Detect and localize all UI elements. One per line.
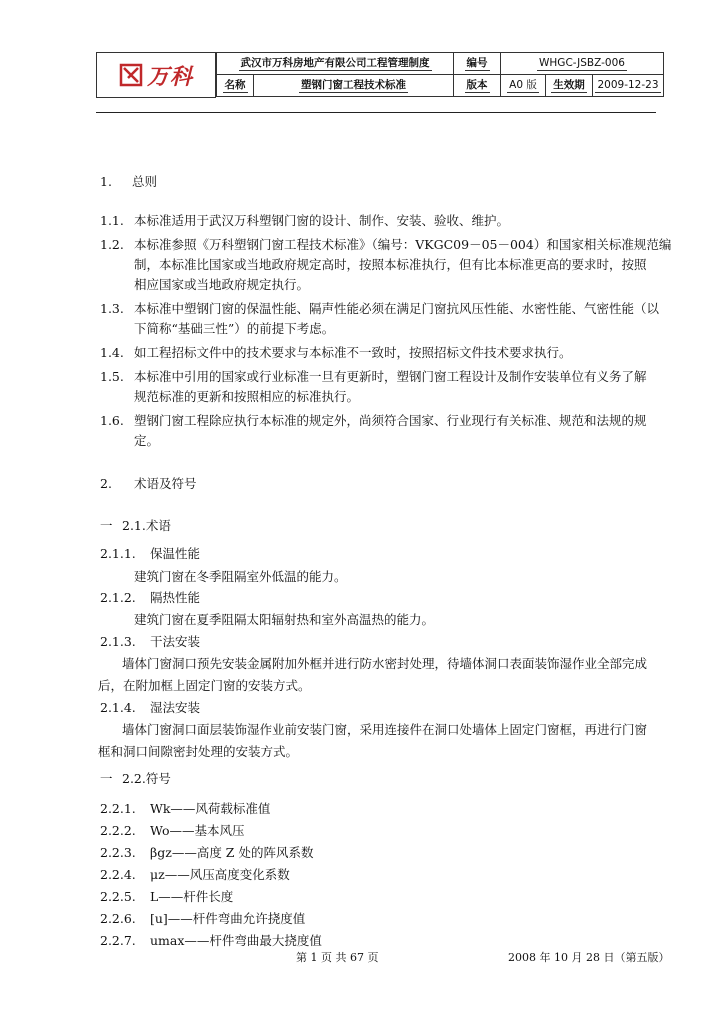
symbol-number: 2.2.1. (100, 801, 136, 816)
subsection-2-1-dash: 一 (100, 518, 113, 533)
clause-1-2-line2: 制，本标准比国家或当地政府规定高时，按照本标准执行，但有比本标准更高的要求时，按照 (134, 257, 647, 272)
term-2-1-2-number: 2.1.2. (100, 590, 136, 605)
clause-1-3-line1: 本标准中塑钢门窗的保温性能、隔声性能必须在满足门窗抗风压性能、水密性能、气密性能（以 (134, 301, 660, 316)
subsection-2-1-title: 2.1.术语 (122, 518, 171, 533)
effective-label: 生效期 (553, 78, 585, 91)
clause-1-1-number: 1.1. (100, 213, 124, 228)
clause-1-3-number: 1.3. (100, 301, 124, 316)
clause-1-2-line3: 相应国家或当地政府规定执行。 (134, 277, 310, 292)
symbol-number: 2.2.5. (100, 889, 136, 904)
term-2-1-1-title: 保温性能 (150, 546, 201, 561)
term-2-1-3-title: 干法安装 (150, 634, 201, 649)
subsection-2-2-title: 2.2.符号 (122, 771, 171, 786)
clause-1-2-line1: 本标准参照《万科塑钢门窗工程技术标准》（编号：VKGC09－05－004）和国家相关标准规范编 (134, 237, 672, 252)
term-2-1-3-number: 2.1.3. (100, 634, 136, 649)
edition-date: 2008 年 10 月 28 日（第五版） (508, 951, 670, 964)
symbol-number: 2.2.3. (100, 845, 136, 860)
subsection-2-2-dash: 一 (100, 771, 113, 786)
term-2-1-4-number: 2.1.4. (100, 700, 136, 715)
header-rule (96, 112, 656, 113)
symbol-number: 2.2.2. (100, 823, 136, 838)
clause-1-5-number: 1.5. (100, 369, 124, 384)
symbol-text: umax——杆件弯曲最大挠度值 (150, 933, 322, 948)
clause-1-6-line1: 塑钢门窗工程除应执行本标准的规定外，尚须符合国家、行业现行有关标准、规范和法规的规 (134, 413, 647, 428)
term-2-1-1-number: 2.1.1. (100, 546, 136, 561)
term-2-1-2-title: 隔热性能 (150, 590, 201, 605)
section-1-number: 1. (100, 174, 112, 189)
clause-1-6-number: 1.6. (100, 413, 124, 428)
section-1-title: 总则 (132, 174, 158, 189)
term-2-1-3-line2: 后，在附加框上固定门窗的安装方式。 (98, 678, 311, 693)
symbol-text: μz——风压高度变化系数 (150, 867, 290, 882)
symbol-text: [u]——杆件弯曲允许挠度值 (150, 911, 306, 926)
symbol-number: 2.2.7. (100, 933, 136, 948)
number-label: 编号 (466, 56, 488, 69)
term-2-1-3-line1: 墙体门窗洞口预先安装金属附加外框并进行防水密封处理，待墙体洞口表面装饰湿作业全部完成 (122, 656, 648, 671)
header-table (216, 52, 664, 97)
vanke-logo-icon (119, 63, 143, 87)
term-2-1-4-line2: 框和洞口间隙密封处理的安装方式。 (98, 744, 299, 759)
term-2-1-2-desc: 建筑门窗在夏季阻隔太阳辐射热和室外高温热的能力。 (134, 612, 435, 627)
clause-1-5-line2: 规范标准的更新和按照相应的标准执行。 (134, 389, 360, 404)
clause-1-4-text: 如工程招标文件中的技术要求与本标准不一致时，按照招标文件技术要求执行。 (134, 345, 572, 360)
symbol-number: 2.2.4. (100, 867, 136, 882)
version-value: A0 版 (509, 78, 537, 91)
term-2-1-1-desc: 建筑门窗在冬季阻隔室外低温的能力。 (134, 569, 347, 584)
term-2-1-4-title: 湿法安装 (150, 700, 201, 715)
symbol-text: L——杆件长度 (150, 889, 234, 904)
number-value: WHGC-JSBZ-006 (539, 56, 625, 69)
symbol-text: βgz——高度 Z 处的阵风系数 (150, 845, 314, 860)
clause-1-6-line2: 定。 (134, 433, 160, 448)
term-2-1-4-line1: 墙体门窗洞口面层装饰湿作业前安装门窗，采用连接件在洞口处墙体上固定门窗框，再进行门窗 (122, 722, 648, 737)
symbol-text: Wk——风荷载标准值 (150, 801, 271, 816)
logo-text: 万科 (146, 64, 193, 90)
symbol-number: 2.2.6. (100, 911, 136, 926)
clause-1-4-number: 1.4. (100, 345, 124, 360)
clause-1-3-line2: 下简称“基础三性”）的前提下考虑。 (134, 321, 335, 336)
clause-1-1-text: 本标准适用于武汉万科塑钢门窗的设计、制作、安装、验收、维护。 (134, 213, 510, 228)
section-2-title: 术语及符号 (134, 476, 197, 491)
effective-value: 2009-12-23 (597, 78, 659, 91)
company-logo (96, 52, 216, 98)
company-title: 武汉市万科房地产有限公司工程管理制度 (240, 56, 430, 69)
section-2-number: 2. (100, 476, 112, 491)
version-label: 版本 (466, 78, 488, 91)
page-number: 第 1 页 共 67 页 (296, 951, 379, 964)
name-value: 塑钢门窗工程技术标准 (301, 78, 406, 91)
symbol-text: Wo——基本风压 (150, 823, 245, 838)
clause-1-2-number: 1.2. (100, 237, 124, 252)
clause-1-5-line1: 本标准中引用的国家或行业标准一旦有更新时，塑钢门窗工程设计及制作安装单位有义务了解 (134, 369, 647, 384)
name-label: 名称 (224, 78, 246, 91)
